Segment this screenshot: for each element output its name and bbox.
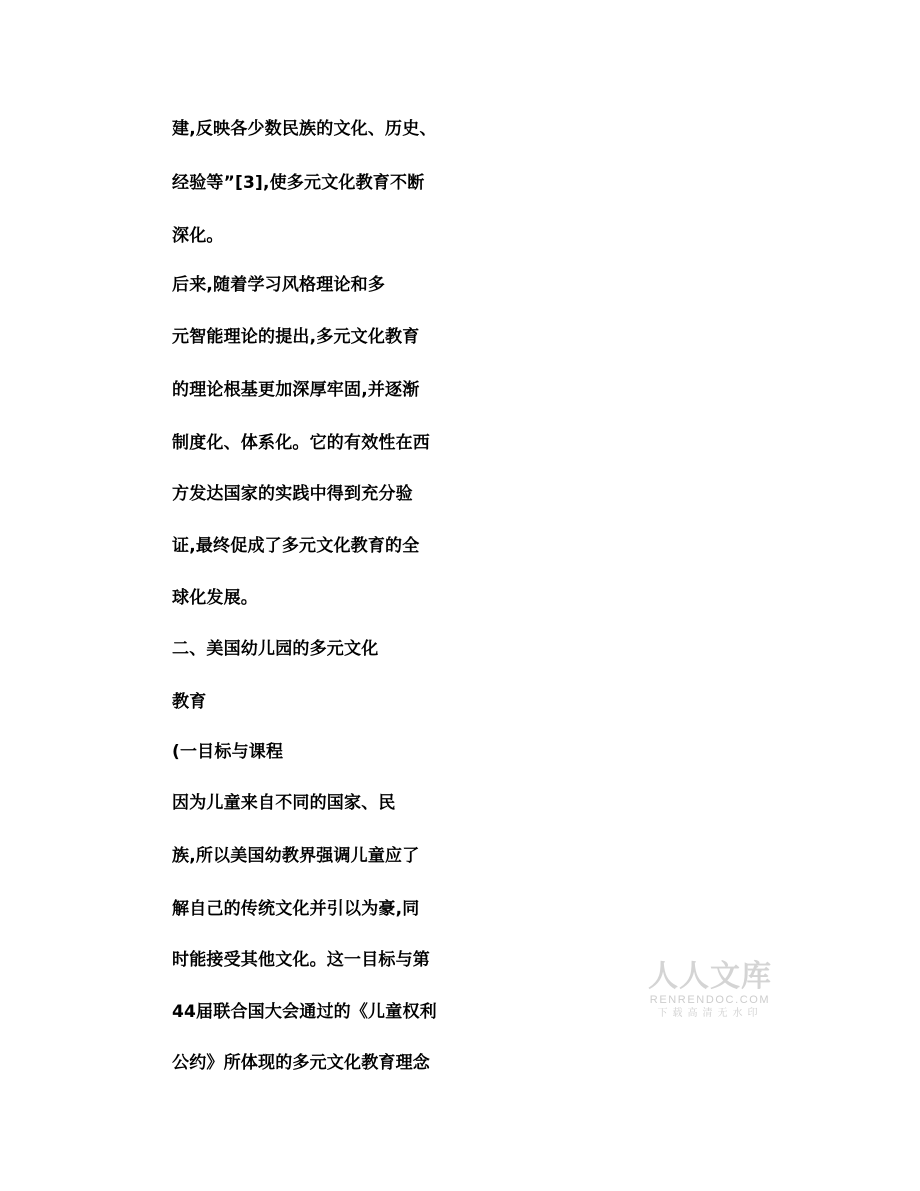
watermark-tagline: 下载高清无水印 bbox=[657, 1008, 763, 1019]
text-line: 证,最终促成了多元文化教育的全 bbox=[172, 536, 420, 556]
text-line: 经验等”[3],使多元文化教育不断 bbox=[172, 173, 425, 193]
text-line: 族,所以美国幼教界强调儿童应了 bbox=[172, 846, 420, 866]
text-line: 时能接受其他文化。这一目标与第 bbox=[172, 950, 430, 970]
text-line: 公约》所体现的多元文化教育理念 bbox=[172, 1053, 430, 1073]
text-line: 建,反映各少数民族的文化、历史、 bbox=[172, 119, 437, 139]
text-line: 因为儿童来自不同的国家、民 bbox=[172, 793, 396, 813]
text-line: 解自己的传统文化并引以为豪,同 bbox=[172, 899, 420, 919]
text-line: 深化。 bbox=[172, 226, 224, 246]
text-line: 44届联合国大会通过的《儿童权利 bbox=[172, 1002, 437, 1022]
text-line: 球化发展。 bbox=[172, 588, 258, 608]
section-heading: 二、美国幼儿园的多元文化 bbox=[172, 639, 379, 659]
section-heading: 教育 bbox=[172, 692, 207, 712]
text-line: 方发达国家的实践中得到充分验 bbox=[172, 484, 413, 504]
watermark-url: RENRENDOC.COM bbox=[649, 994, 771, 1006]
watermark-brand: 人人文库 bbox=[648, 959, 772, 994]
subsection-heading: (一目标与课程 bbox=[172, 742, 284, 762]
watermark-logo bbox=[645, 960, 775, 1021]
text-line: 后来,随着学习风格理论和多 bbox=[172, 275, 386, 295]
text-line: 元智能理论的提出,多元文化教育 bbox=[172, 327, 420, 347]
text-line: 的理论根基更加深厚牢固,并逐渐 bbox=[172, 380, 420, 400]
text-line: 制度化、体系化。它的有效性在西 bbox=[172, 433, 430, 453]
